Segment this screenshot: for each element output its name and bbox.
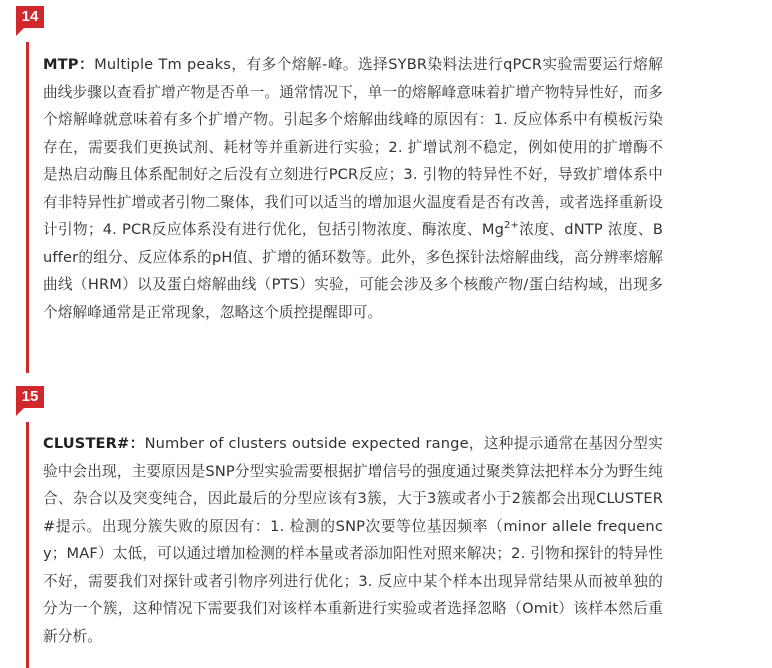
paragraph-text: Number of clusters outside expected range，这种提示通常在基因分型实验中会出现，主要原因是SNP分型实验需要根据扩增信号的强度通过聚类算法把样本分为野生纯合、杂合以及突变纯合，因此最后的分型应该有3簇，大于3簇或者小于2簇都会出现CLUSTER#提示。出现分簇失败的原因有：1. 检测的SNP次要等位基因频率（minor allele frequency；MAF）太低，可以通过增加检测的样本量或者添加阳性对照来解决；2. 引物和探针的特异性不好，需要我们对探针或者引物序列进行优化；3. 反应中某个样本出现异常结果从而被单独的分为一个簇，这种情况下需要我们对该样本重新进行实验或者选择忽略（Omit）该样本然后重新分析。 [43, 435, 663, 645]
section-number-badge: 15 [16, 386, 44, 408]
section-number-badge: 14 [16, 6, 44, 28]
accent-bar [26, 42, 29, 373]
section-paragraph [43, 430, 663, 650]
accent-bar [26, 422, 29, 668]
paragraph-text: Multiple Tm peaks，有多个熔解-峰。选择SYBR染料法进行qPCR实验需要运行熔解曲线步骤以查看扩增产物是否单一。通常情况下，单一的熔解峰意味着扩增产物特异性好，而多个熔解峰就意味着有多个扩增产物。引起多个熔解曲线峰的原因有：1. 反应体系中有模板污染存在，需要我们更换试剂、耗材等并重新进行实验；2. 扩增试剂不稳定，例如使用的扩增酶不是热启动酶且体系配制好之后没有立刻进行PCR反应；3. 引物的特异性不好，导致扩增体系中有非特异性扩增或者引物二聚体，我们可以适当的增加退火温度看是否有改善，或者选择重新设计引物；4. PCR反应体系没有进行优化，包括引物浓度、酶浓度、Mg [43, 56, 663, 238]
badge-tail [16, 28, 24, 36]
paragraph-text-continued: 浓度、dNTP 浓度、Buffer的组分、反应体系的pH值、扩增的循环数等。此外，多色探针法熔解曲线，高分辨率熔解曲线（HRM）以及蛋白熔解曲线（PTS）实验，可能会涉及多个核酸产物/蛋白结构域，出现多个熔解峰通常是正常现象，忽略这个质控提醒即可。 [43, 221, 663, 321]
term-label: CLUSTER#： [43, 435, 145, 452]
term-label: MTP： [43, 56, 95, 73]
section-paragraph [43, 51, 663, 326]
badge-tail [16, 408, 24, 416]
superscript: 2+ [503, 220, 520, 232]
